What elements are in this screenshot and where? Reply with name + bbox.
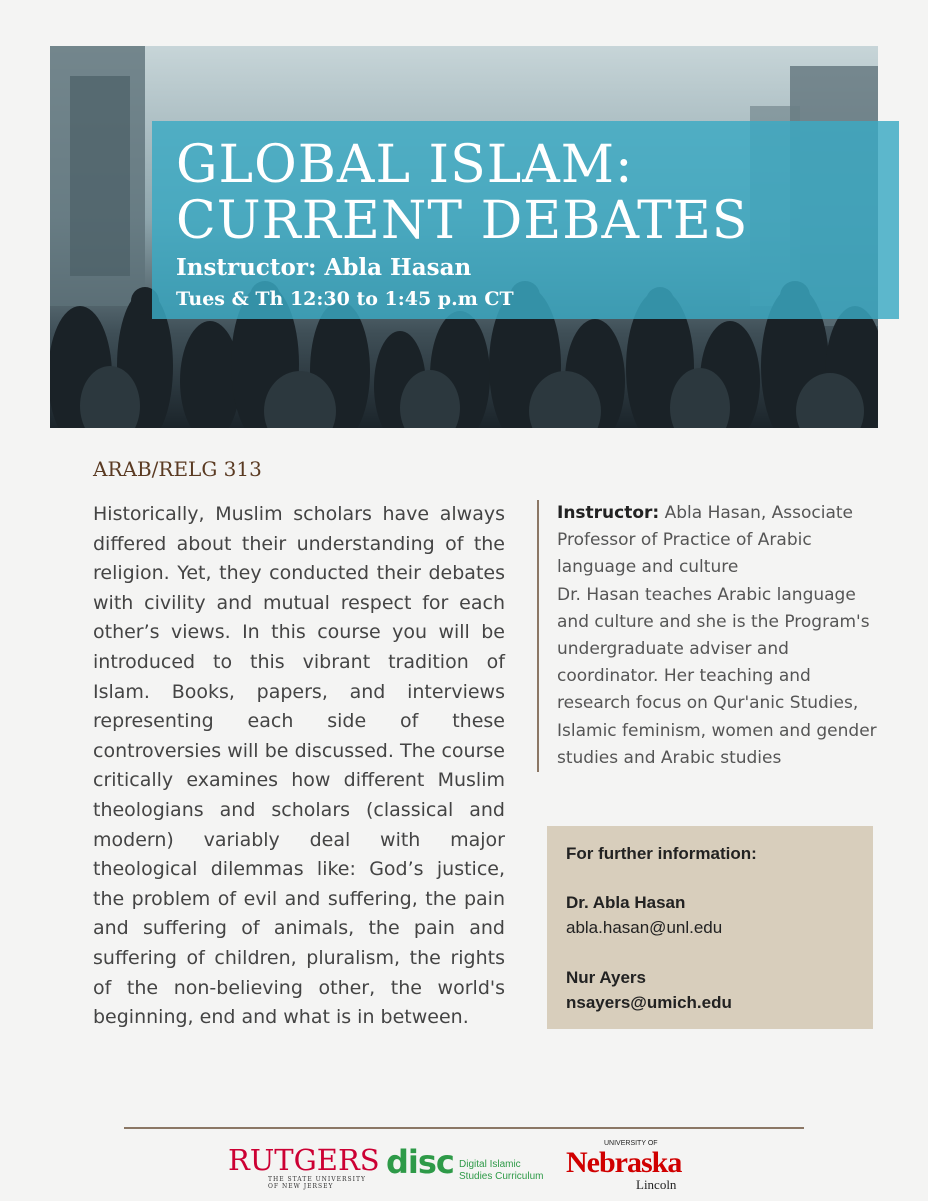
- rutgers-logo: [228, 1143, 380, 1196]
- disc-caption-line1: Digital Islamic: [459, 1159, 521, 1170]
- footer-divider: [124, 1127, 804, 1129]
- bio-text-2: Dr. Hasan teaches Arabic language and culture and she is the Program's undergraduate adviser and coordinator. Her teaching and research focus on Qur'anic Studies, Islamic feminism, women and gender studies and Arabic studies: [557, 584, 877, 768]
- contact2-name: Nur Ayers: [566, 968, 646, 987]
- rutgers-subline-2: OF NEW JERSEY: [268, 1183, 334, 1190]
- nebraska-wordmark: Nebraska: [566, 1146, 682, 1179]
- rutgers-subline-1: THE STATE UNIVERSITY: [268, 1176, 366, 1183]
- rutgers-wordmark: RUTGERS: [228, 1143, 380, 1177]
- nebraska-university-of: UNIVERSITY OF: [604, 1140, 658, 1147]
- course-code: ARAB/RELG 313: [93, 457, 262, 481]
- disc-caption-line2: Studies Curriculum: [459, 1171, 544, 1182]
- course-description: Historically, Muslim scholars have always differed about their understanding of the religion. Yet, they conducted their debates with civility and mutual respect for each other’s views. In this course you will be introduced to this vibrant tradition of Islam. Books, papers, and interviews representing each side of these controversies will be discussed. The course critically examines how different Muslim theologians and scholars (classical and modern) variably deal with major theological dilemmas like: God’s justice, the problem of evil and suffering, the pain and suffering of animals, the pain and suffering of children, pluralism, the rights of the non-believing other, the world's beginning, end and what is in between.: [93, 503, 505, 1029]
- vertical-divider: [537, 500, 539, 772]
- course-title-line1: GLOBAL ISLAM:: [176, 135, 634, 195]
- bio-label: Instructor:: [557, 503, 660, 523]
- contact-heading: For further information:: [566, 844, 757, 863]
- contact2-email[interactable]: nsayers@umich.edu: [566, 993, 732, 1012]
- nebraska-logo: [566, 1140, 690, 1198]
- schedule-line: Tues & Th 12:30 to 1:45 p.m CT: [176, 288, 514, 310]
- contact1-email[interactable]: abla.hasan@unl.edu: [566, 918, 723, 937]
- contact1-name: Dr. Abla Hasan: [566, 893, 686, 912]
- course-title-line2: CURRENT DEBATES: [176, 191, 749, 251]
- disc-caption: [459, 1159, 543, 1183]
- bio-text: Abla Hasan, Associate Professor of Practice of Arabic language and culture: [557, 503, 854, 578]
- disc-logo: [386, 1142, 458, 1186]
- instructor-bio: [557, 500, 877, 772]
- instructor-line: Instructor: Abla Hasan: [176, 254, 472, 281]
- disc-mark: disc: [386, 1143, 454, 1181]
- nebraska-lincoln: Lincoln: [636, 1177, 677, 1192]
